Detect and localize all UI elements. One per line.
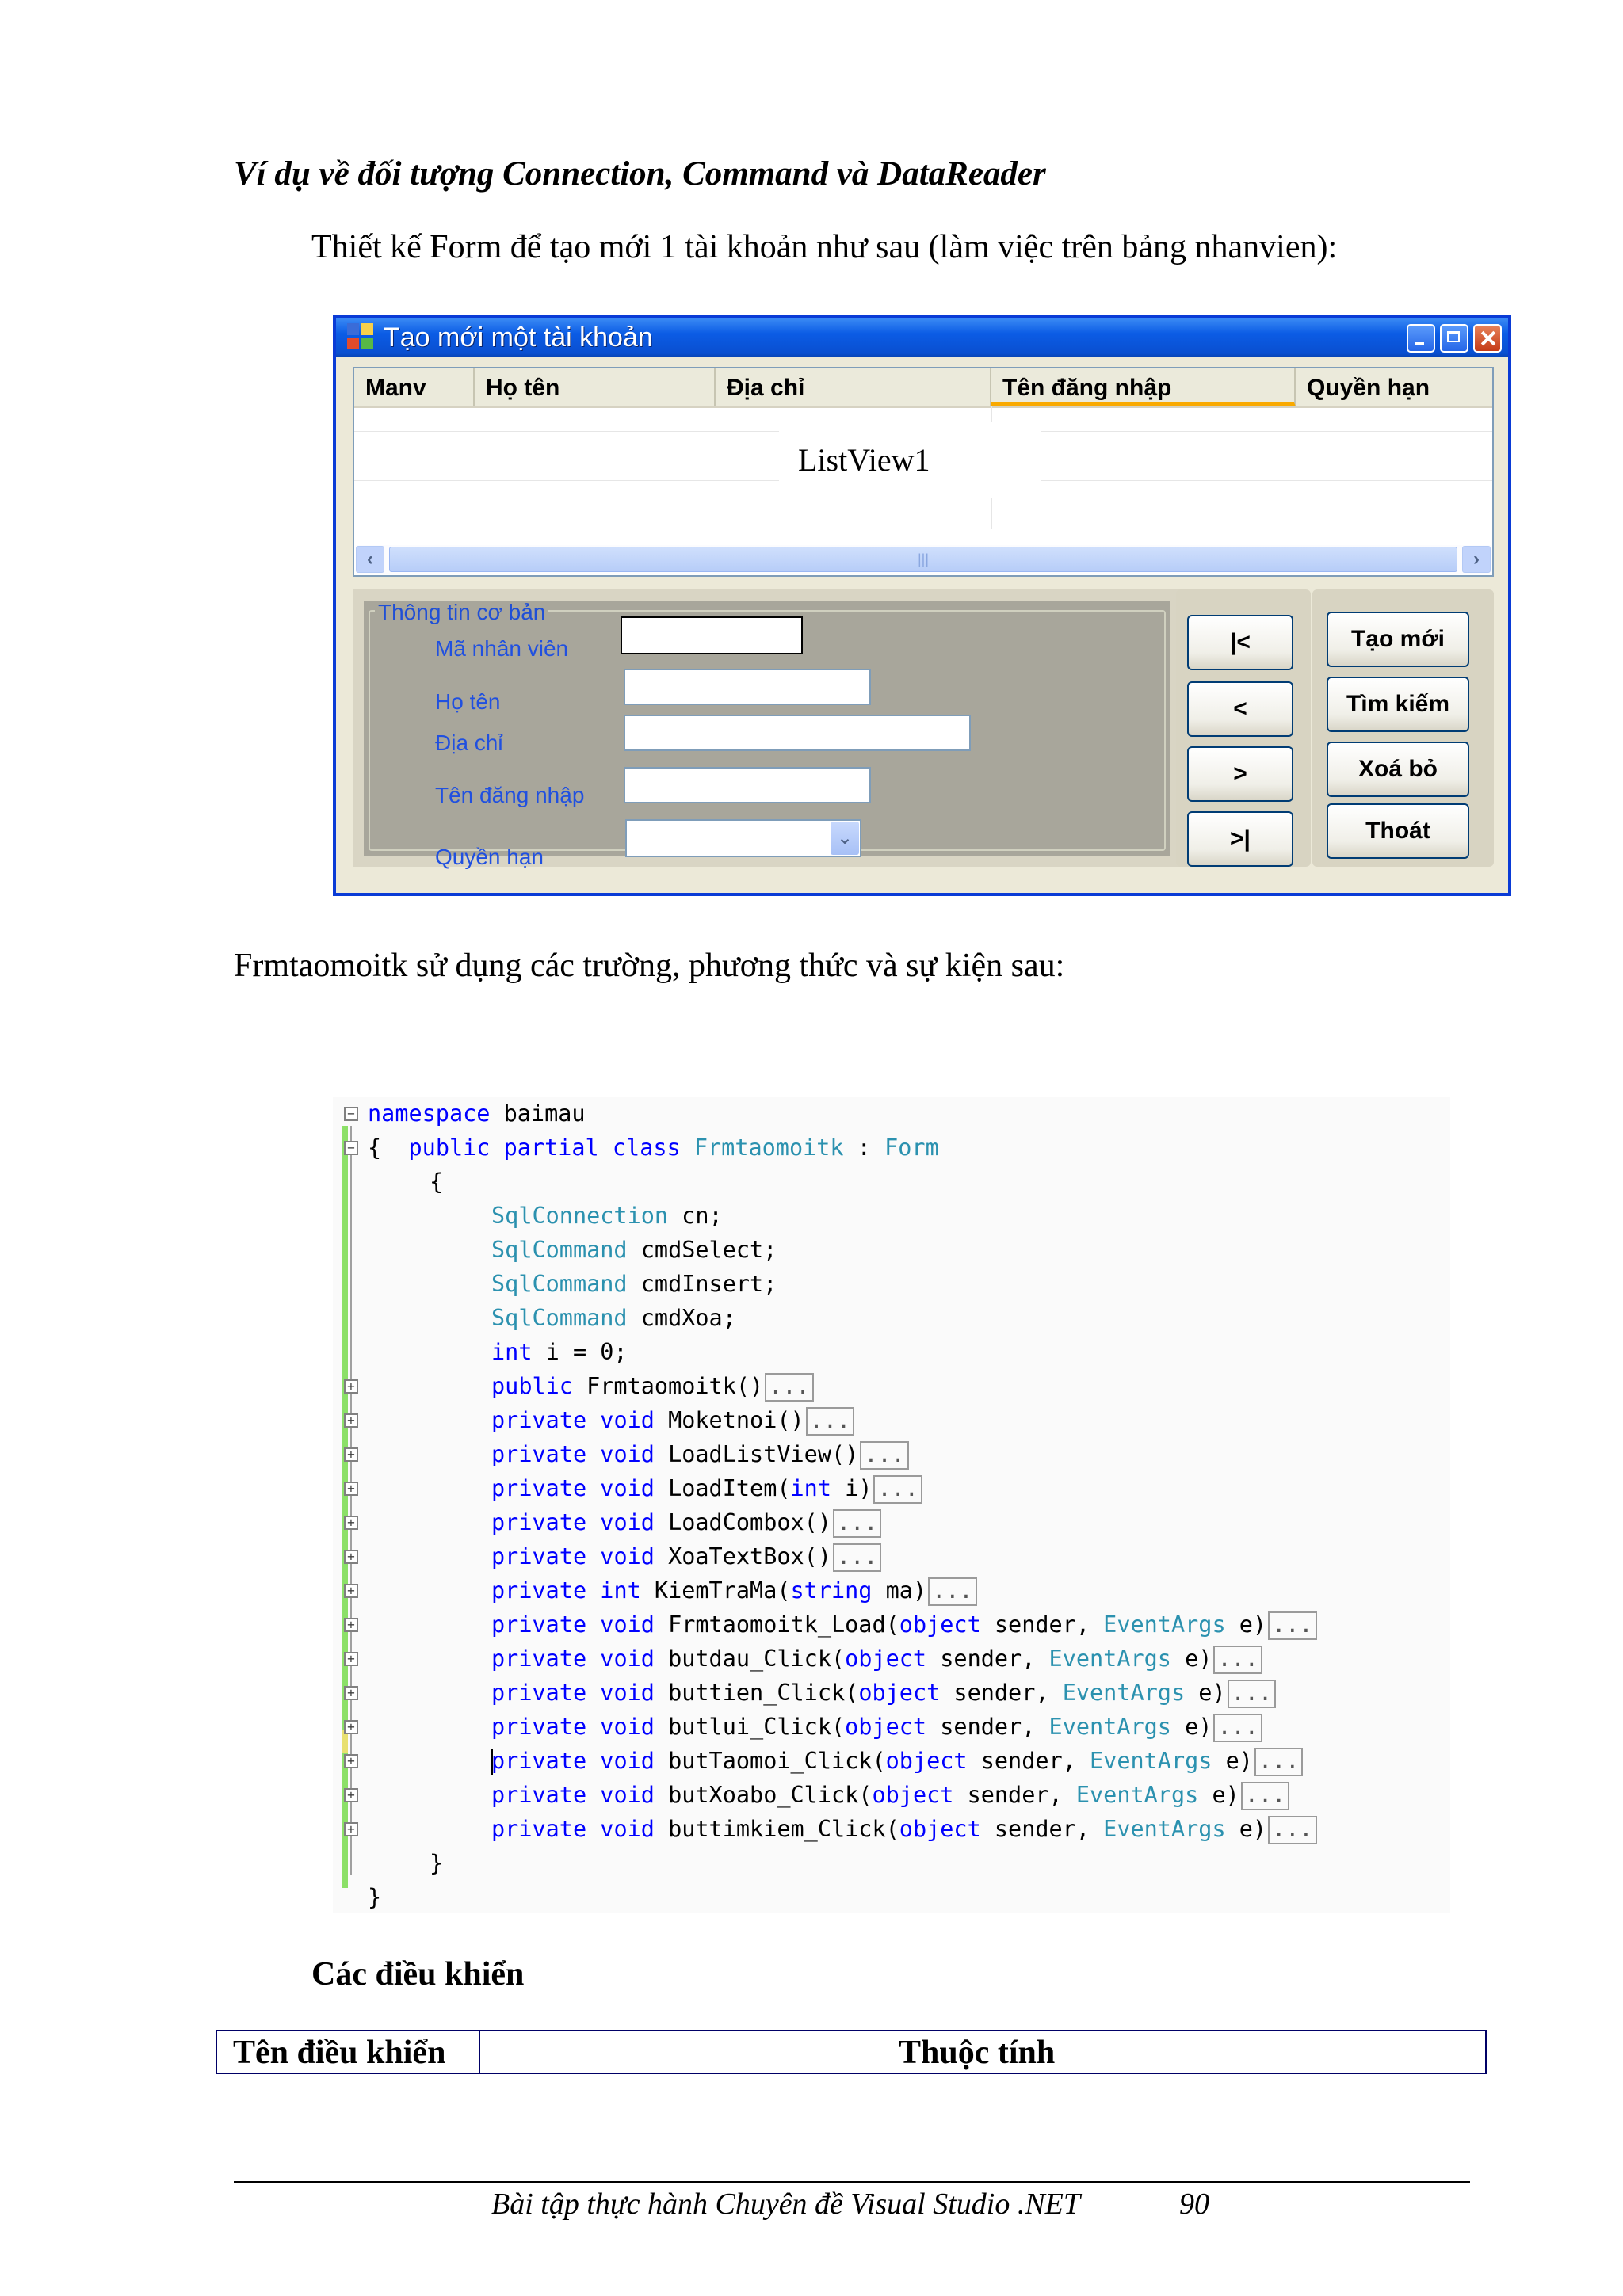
- code-line-field: SqlConnection cn;: [491, 1203, 723, 1229]
- chevron-down-icon[interactable]: ⌄: [831, 822, 859, 855]
- expand-icon[interactable]: +: [344, 1379, 358, 1394]
- quyenhan-combo[interactable]: [625, 819, 861, 857]
- column-header-tendangnhap[interactable]: Tên đăng nhập: [991, 368, 1296, 406]
- code-line-method: private void LoadItem(int i) ...: [368, 1472, 922, 1505]
- code-line-method: private void Moketnoi() ...: [368, 1404, 854, 1437]
- code-line-field: SqlCommand cmdXoa;: [491, 1305, 736, 1331]
- label-tendangnhap: Tên đăng nhập: [435, 783, 585, 807]
- column-header-diachi[interactable]: Địa chỉ: [716, 368, 991, 406]
- minimize-icon[interactable]: [1407, 324, 1435, 353]
- paragraph-fields-methods: Frmtaomoitk sử dụng các trường, phương thức và sự kiện sau:: [234, 948, 1065, 984]
- code-line-method: private void LoadCombox() ...: [368, 1506, 881, 1539]
- column-header-hoten[interactable]: Họ tên: [475, 368, 716, 406]
- groupbox-title: Thông tin cơ bản: [375, 601, 548, 624]
- expand-icon[interactable]: +: [344, 1618, 358, 1632]
- change-bar: [342, 1126, 348, 1888]
- delete-button[interactable]: Xoá bỏ: [1327, 742, 1469, 797]
- collapse-icon[interactable]: −: [344, 1107, 358, 1121]
- expand-icon[interactable]: +: [344, 1720, 358, 1734]
- scroll-left-icon[interactable]: ‹: [356, 546, 384, 573]
- controls-table: [216, 2030, 1487, 2074]
- section-heading: Ví dụ về đối tượng Connection, Command và DataReader: [234, 155, 1046, 193]
- next-button[interactable]: >: [1187, 746, 1293, 802]
- code-line-open-brace: {: [430, 1169, 444, 1195]
- search-button[interactable]: Tìm kiếm: [1327, 677, 1469, 732]
- column-header-quyenhan[interactable]: Quyền hạn: [1307, 375, 1430, 401]
- last-button[interactable]: >|: [1187, 811, 1293, 867]
- expand-icon[interactable]: +: [344, 1482, 358, 1496]
- code-line-method: private void buttimkiem_Click(object sender, EventArgs e) ...: [368, 1813, 1317, 1846]
- code-line-method: private void LoadListView() ...: [368, 1438, 909, 1471]
- scroll-right-icon[interactable]: ›: [1462, 546, 1491, 573]
- code-line-method: private void butXoabo_Click(object sender, EventArgs e) ...: [368, 1779, 1289, 1812]
- intro-paragraph: Thiết kế Form để tạo mới 1 tài khoản như sau (làm việc trên bảng nhanvien):: [311, 229, 1338, 265]
- expand-icon[interactable]: +: [344, 1584, 358, 1598]
- expand-icon[interactable]: +: [344, 1447, 358, 1462]
- expand-icon[interactable]: +: [344, 1516, 358, 1530]
- code-line-close-class: }: [430, 1850, 444, 1876]
- expand-icon[interactable]: +: [344, 1754, 358, 1768]
- footer-rule: [234, 2181, 1470, 2183]
- table-header-properties: Thuộc tính: [899, 2035, 1056, 2071]
- expand-icon[interactable]: +: [344, 1413, 358, 1428]
- expand-icon[interactable]: +: [344, 1652, 358, 1666]
- label-diachi: Địa chỉ: [435, 730, 503, 755]
- title-bar[interactable]: [336, 318, 1508, 357]
- table-header-control-name: Tên điều khiển: [233, 2035, 446, 2071]
- form-window: [333, 315, 1511, 896]
- first-button[interactable]: |<: [1187, 615, 1293, 670]
- scroll-thumb[interactable]: |||: [389, 547, 1457, 572]
- listview-header: [354, 368, 1492, 408]
- code-line-method: public Frmtaomoitk() ...: [368, 1370, 814, 1403]
- diachi-input[interactable]: [624, 715, 971, 751]
- expand-icon[interactable]: +: [344, 1822, 358, 1836]
- code-line-method: private void Frmtaomoitk_Load(object sender, EventArgs e) ...: [368, 1608, 1317, 1642]
- horizontal-scrollbar[interactable]: [356, 545, 1491, 574]
- create-new-button[interactable]: Tạo mới: [1327, 612, 1469, 667]
- label-manv: Mã nhân viên: [435, 636, 569, 661]
- code-line-field: int i = 0;: [491, 1339, 628, 1365]
- close-icon[interactable]: [1473, 324, 1502, 353]
- code-line-close-namespace: }: [368, 1884, 382, 1910]
- previous-button[interactable]: <: [1187, 681, 1293, 737]
- exit-button[interactable]: Thoát: [1327, 803, 1469, 859]
- code-line-method: private void butTaomoi_Click(object sender, EventArgs e) ...: [368, 1745, 1303, 1778]
- expand-icon[interactable]: +: [344, 1550, 358, 1564]
- tendangnhap-input[interactable]: [624, 767, 871, 803]
- footer-text: Bài tập thực hành Chuyên đề Visual Studio .NET: [491, 2187, 1081, 2221]
- code-line-method: private void XoaTextBox() ...: [368, 1540, 881, 1573]
- code-line-namespace: namespace baimau: [368, 1100, 586, 1127]
- listview-label: ListView1: [779, 422, 1041, 498]
- expand-icon[interactable]: +: [344, 1788, 358, 1802]
- label-hoten: Họ tên: [435, 689, 501, 714]
- column-header-manv[interactable]: Manv: [354, 368, 475, 406]
- controls-section-title: Các điều khiển: [311, 1956, 525, 1993]
- groupbox-basic-info: [353, 589, 1182, 867]
- hoten-input[interactable]: [624, 669, 871, 705]
- code-line-method: private int KiemTraMa(string ma) ...: [368, 1574, 977, 1608]
- manv-input[interactable]: [621, 616, 803, 654]
- label-quyenhan: Quyền hạn: [435, 845, 544, 869]
- code-editor: [333, 1097, 1450, 1913]
- expand-icon[interactable]: +: [344, 1686, 358, 1700]
- page-number: 90: [1179, 2187, 1209, 2221]
- maximize-icon[interactable]: [1440, 324, 1468, 353]
- code-line-method: private void buttien_Click(object sender, EventArgs e) ...: [368, 1676, 1276, 1710]
- form-app-icon: [347, 323, 376, 352]
- code-line-class: { public partial class Frmtaomoitk : Form: [368, 1135, 939, 1161]
- code-line-field: SqlCommand cmdInsert;: [491, 1271, 777, 1297]
- code-line-method: private void butlui_Click(object sender, EventArgs e) ...: [368, 1711, 1262, 1744]
- listview[interactable]: [353, 367, 1494, 577]
- nav-panel: [1176, 589, 1311, 867]
- code-line-field: SqlCommand cmdSelect;: [491, 1237, 777, 1263]
- action-panel: [1312, 589, 1494, 867]
- collapse-icon[interactable]: −: [344, 1141, 358, 1155]
- window-title: Tạo mới một tài khoản: [384, 322, 653, 353]
- code-line-method: private void butdau_Click(object sender, EventArgs e) ...: [368, 1642, 1262, 1676]
